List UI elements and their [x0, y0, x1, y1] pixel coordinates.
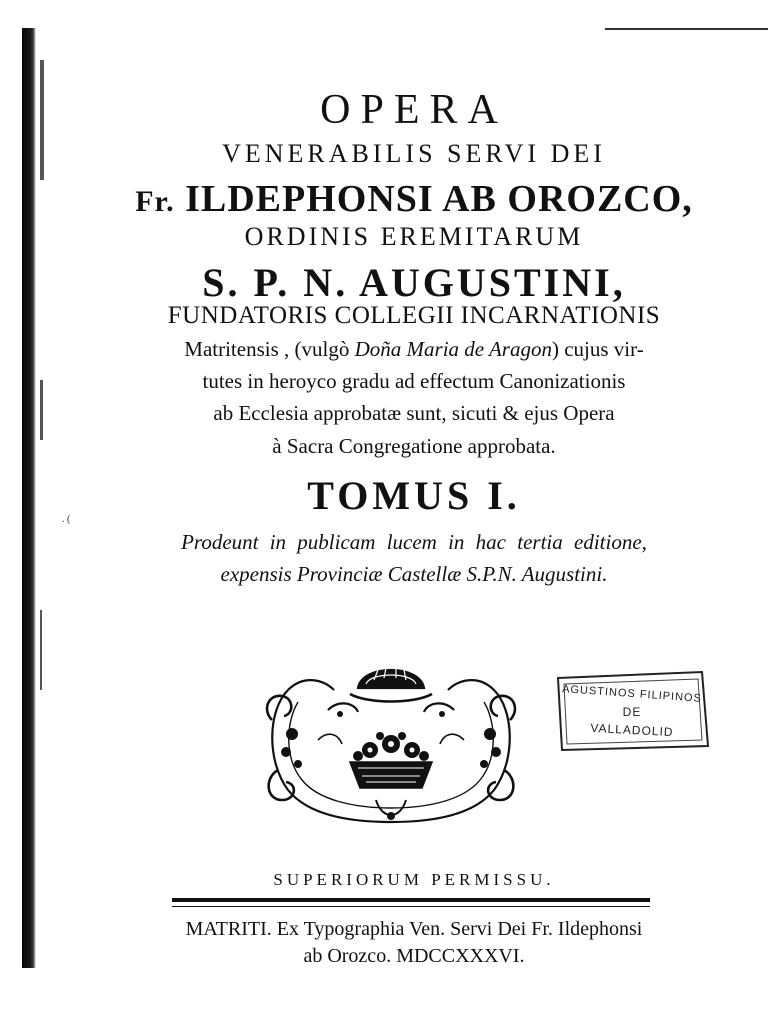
stamp-text: AGUSTINOS FILIPINOS [561, 683, 703, 705]
description-line: ab Ecclesia approbatæ sunt, sicuti & ejus Opera [213, 401, 615, 425]
scan-artifact [40, 380, 43, 440]
description-line: à Sacra Congregatione approbata. [272, 434, 556, 458]
scan-artifact [605, 28, 768, 30]
title-augustini: S. P. N. AUGUSTINI, [202, 260, 626, 305]
edition-line: Prodeunt in publicam lucem in hac tertia editione, [181, 530, 647, 554]
title-venerabilis: VENERABILIS SERVI DEI [222, 139, 606, 168]
imprint-line: ab Orozco. MDCCXXXVI. [303, 945, 525, 967]
description-fundatoris: FUNDATORIS COLLEGII INCARNATIONIS [167, 302, 661, 329]
scan-artifact: . ( [62, 514, 71, 525]
scan-artifact [40, 610, 42, 690]
author-name-text: ILDEPHONSI AB OROZCO, [185, 178, 693, 220]
volume-number: TOMUS I. [307, 473, 521, 518]
author-name [60, 177, 768, 221]
stamp-text: DE [622, 705, 642, 719]
description-line: tutes in heroyco gradu ad effectum Canonizationis [202, 369, 626, 393]
divider [172, 898, 650, 902]
title-opera: OPERA [320, 87, 508, 133]
stamp-text: VALLADOLID [590, 720, 674, 740]
binding-edge [22, 28, 36, 968]
description-italic: Doña Maria de Aragon [354, 337, 552, 361]
divider [172, 906, 650, 907]
title-ordinis: ORDINIS EREMITARUM [244, 222, 584, 251]
permission-line: SUPERIORUM PERMISSU. [273, 870, 555, 889]
edition-line: expensis Provinciæ Castellæ S.P.N. Augustini. [220, 562, 608, 586]
printers-ornament-basket-of-flowers-icon [258, 650, 524, 830]
imprint-line: MATRITI. Ex Typographia Ven. Servi Dei Fr. Ildephonsi [185, 918, 643, 940]
library-stamp [552, 668, 712, 752]
description-text: ) cujus vir- [551, 337, 644, 361]
scan-artifact [40, 60, 44, 180]
description-line [60, 337, 768, 362]
author-prefix: Fr. [135, 185, 175, 218]
description-text: Matritensis , (vulgò [184, 337, 350, 361]
